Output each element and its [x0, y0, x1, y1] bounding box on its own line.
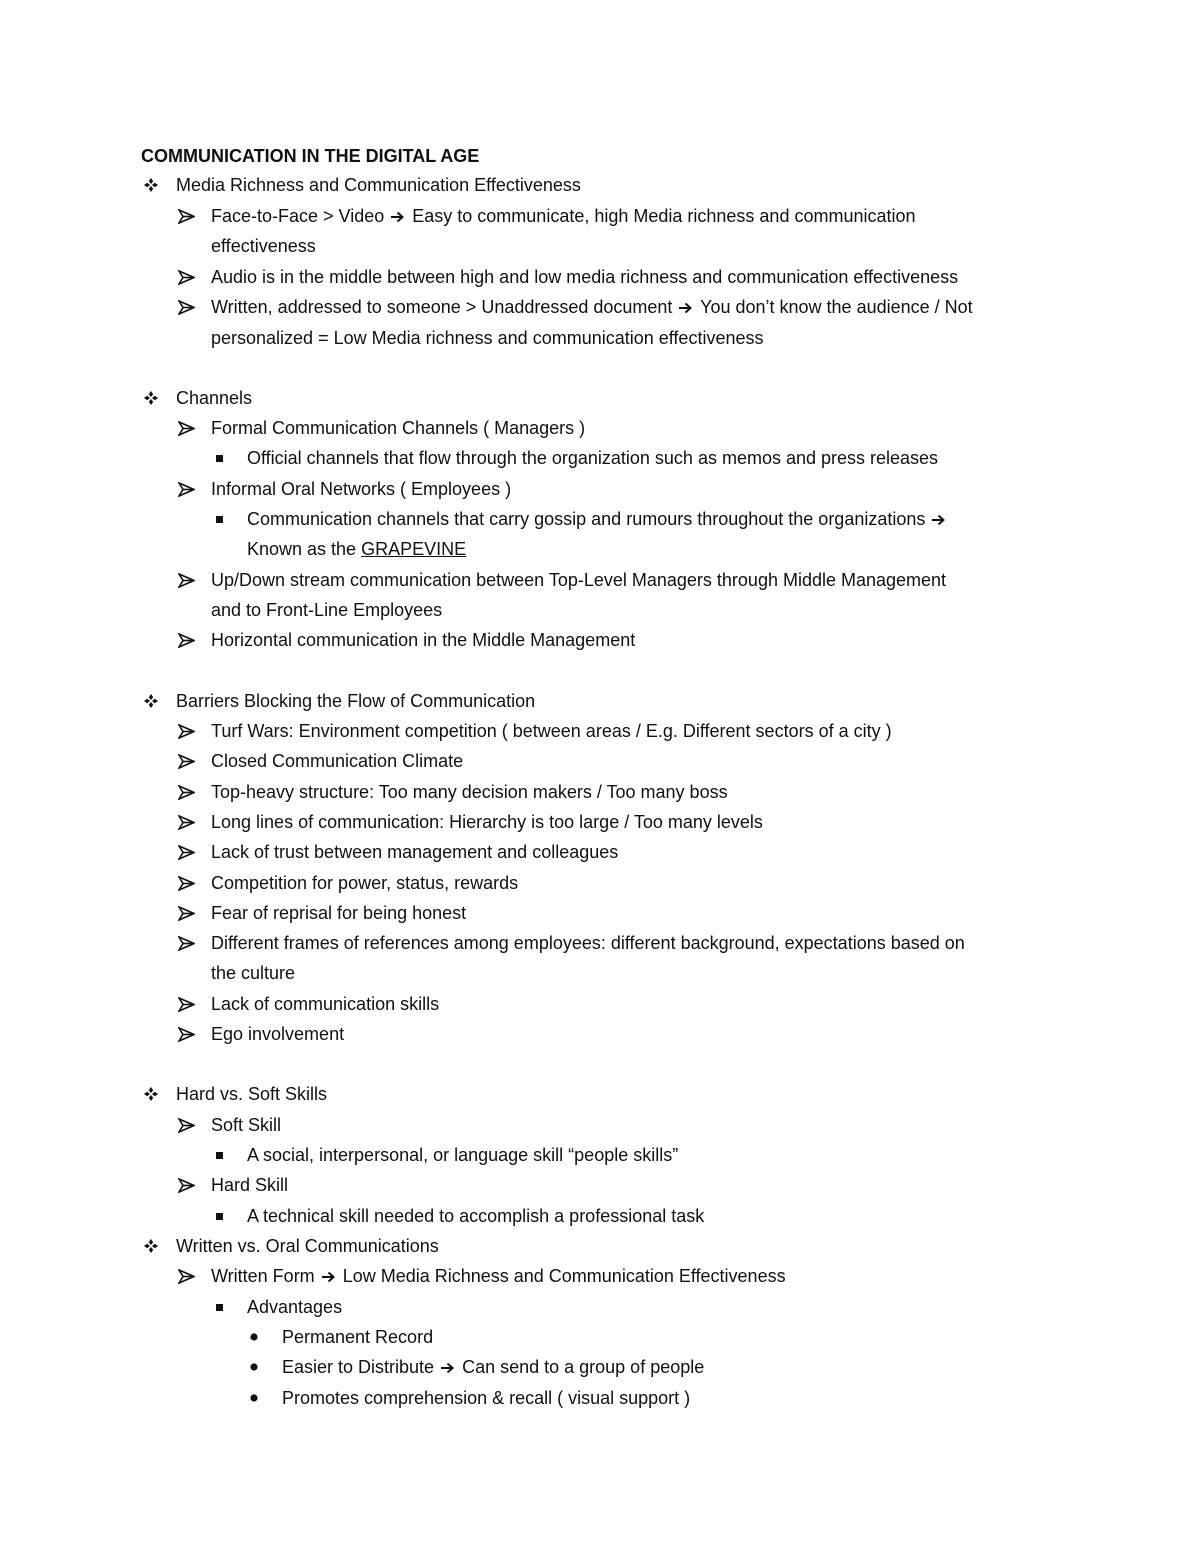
arrowhead-bullet-icon — [176, 989, 196, 1019]
right-arrow-icon — [439, 1357, 457, 1377]
text-segment: the culture — [211, 963, 296, 983]
text-segment: Competition for power, status, rewards — [211, 873, 519, 893]
arrowhead-bullet-icon — [176, 928, 196, 958]
list-item-text — [211, 292, 973, 322]
text-segment: Lack of communication skills — [211, 994, 440, 1014]
arrowhead-bullet-icon — [176, 292, 196, 322]
list-item-text — [247, 534, 466, 564]
arrowhead-bullet-icon — [176, 837, 196, 867]
text-segment: Easier to Distribute — [282, 1357, 440, 1377]
text-segment: A technical skill needed to accomplish a professional task — [247, 1206, 705, 1226]
text-segment: personalized = Low Media richness and communication effectiveness — [211, 328, 764, 348]
diamond-bullet-icon — [141, 686, 161, 716]
arrowhead-bullet-icon — [176, 1261, 196, 1291]
text-segment: Soft Skill — [211, 1115, 282, 1135]
arrowhead-bullet-icon — [176, 807, 196, 837]
list-item-text — [211, 201, 916, 231]
text-segment: Channels — [176, 388, 253, 408]
diamond-bullet-icon — [141, 1231, 161, 1261]
list-item-text — [211, 1170, 288, 1200]
text-segment: Promotes comprehension & recall ( visual support ) — [282, 1388, 691, 1408]
text-segment: Turf Wars: Environment competition ( between areas / E.g. Different sectors of a city ) — [211, 721, 892, 741]
text-segment: Low Media Richness and Communication Effectiveness — [337, 1266, 786, 1286]
text-segment: Permanent Record — [282, 1327, 434, 1347]
diamond-bullet-icon — [141, 383, 161, 413]
text-segment: Fear of reprisal for being honest — [211, 903, 467, 923]
text-segment: Can send to a group of people — [457, 1357, 705, 1377]
list-item-text — [211, 716, 892, 746]
text-segment: effectiveness — [211, 236, 316, 256]
list-item-text — [282, 1352, 704, 1382]
list-item-text — [247, 443, 938, 473]
list-item-text — [211, 262, 958, 292]
list-item-text — [211, 1110, 281, 1140]
arrowhead-bullet-icon — [176, 474, 196, 504]
text-segment: Known as the — [247, 539, 362, 559]
list-item-text — [211, 777, 728, 807]
list-item-text — [211, 868, 518, 898]
list-item-text — [176, 686, 535, 716]
arrowhead-bullet-icon — [176, 625, 196, 655]
underlined-term: GRAPEVINE — [361, 539, 467, 559]
text-segment: Barriers Blocking the Flow of Communication — [176, 691, 536, 711]
arrowhead-bullet-icon — [176, 777, 196, 807]
list-item-text — [282, 1322, 433, 1352]
text-segment: Horizontal communication in the Middle Management — [211, 630, 636, 650]
text-segment: and to Front-Line Employees — [211, 600, 443, 620]
list-item-text — [211, 474, 511, 504]
text-segment: Media Richness and Communication Effectiveness — [176, 175, 581, 195]
arrowhead-bullet-icon — [176, 201, 196, 231]
arrowhead-bullet-icon — [176, 898, 196, 928]
diamond-bullet-icon — [141, 170, 161, 200]
text-segment: Different frames of references among employees: different background, expectations based on — [211, 933, 965, 953]
text-segment: Audio is in the middle between high and low media richness and communication effectiveness — [211, 267, 959, 287]
list-item-text — [211, 231, 316, 261]
page-title: COMMUNICATION IN THE DIGITAL AGE — [141, 146, 480, 166]
text-segment: Written, addressed to someone > Unaddressed document — [211, 297, 678, 317]
square-bullet-icon — [211, 1292, 227, 1322]
text-segment: Up/Down stream communication between Top-Level Managers through Middle Management — [211, 570, 947, 590]
arrowhead-bullet-icon — [176, 716, 196, 746]
text-segment: Written vs. Oral Communications — [176, 1236, 439, 1256]
list-item-text — [211, 413, 585, 443]
text-segment: Official channels that flow through the organization such as memos and press releases — [247, 448, 939, 468]
list-item-text — [211, 595, 442, 625]
list-item-text — [211, 837, 618, 867]
list-item-text — [176, 170, 581, 200]
text-segment: Written Form — [211, 1266, 320, 1286]
list-item-text — [211, 1019, 344, 1049]
text-segment: Top-heavy structure: Too many decision makers / Too many boss — [211, 782, 728, 802]
list-item-text — [211, 746, 463, 776]
text-segment: Long lines of communication: Hierarchy is too large / Too many levels — [211, 812, 763, 832]
square-bullet-icon — [211, 1201, 227, 1231]
round-bullet-icon — [246, 1322, 262, 1352]
text-segment: A social, interpersonal, or language skill “people skills” — [247, 1145, 679, 1165]
arrowhead-bullet-icon — [176, 868, 196, 898]
round-bullet-icon — [246, 1383, 262, 1413]
right-arrow-icon — [930, 509, 948, 529]
list-item-text — [211, 958, 295, 988]
text-segment: Ego involvement — [211, 1024, 345, 1044]
list-item-text — [176, 1079, 327, 1109]
list-item-text — [211, 928, 965, 958]
diamond-bullet-icon — [141, 1079, 161, 1109]
list-item-text — [211, 565, 946, 595]
list-item-text — [211, 807, 763, 837]
text-segment: Advantages — [247, 1297, 343, 1317]
text-segment: Formal Communication Channels ( Managers ) — [211, 418, 586, 438]
list-item-text — [282, 1383, 690, 1413]
list-item-text — [247, 1140, 678, 1170]
list-item-text — [176, 1231, 439, 1261]
text-segment: Hard Skill — [211, 1175, 289, 1195]
arrowhead-bullet-icon — [176, 1110, 196, 1140]
arrowhead-bullet-icon — [176, 262, 196, 292]
arrowhead-bullet-icon — [176, 746, 196, 776]
list-item-text — [211, 625, 635, 655]
right-arrow-icon — [677, 297, 695, 317]
right-arrow-icon — [320, 1266, 338, 1286]
list-item-text — [176, 383, 252, 413]
text-segment: Communication channels that carry gossip and rumours throughout the organizations — [247, 509, 931, 529]
square-bullet-icon — [211, 1140, 227, 1170]
text-segment: Easy to communicate, high Media richness and communication — [407, 206, 916, 226]
list-item-text — [211, 989, 439, 1019]
round-bullet-icon — [246, 1352, 262, 1382]
text-segment: Closed Communication Climate — [211, 751, 464, 771]
text-segment: Informal Oral Networks ( Employees ) — [211, 479, 512, 499]
arrowhead-bullet-icon — [176, 565, 196, 595]
list-item-text — [211, 1261, 786, 1291]
arrowhead-bullet-icon — [176, 1170, 196, 1200]
list-item-text — [247, 1201, 704, 1231]
square-bullet-icon — [211, 443, 227, 473]
square-bullet-icon — [211, 504, 227, 534]
text-segment: Face-to-Face > Video — [211, 206, 390, 226]
right-arrow-icon — [389, 206, 407, 226]
list-item-text — [211, 323, 763, 353]
arrowhead-bullet-icon — [176, 413, 196, 443]
list-item-text — [247, 504, 948, 534]
text-segment: Hard vs. Soft Skills — [176, 1084, 328, 1104]
list-item-text — [211, 898, 466, 928]
list-item-text — [247, 1292, 342, 1322]
arrowhead-bullet-icon — [176, 1019, 196, 1049]
text-segment: Lack of trust between management and colleagues — [211, 842, 619, 862]
text-segment: You don’t know the audience / Not — [695, 297, 973, 317]
